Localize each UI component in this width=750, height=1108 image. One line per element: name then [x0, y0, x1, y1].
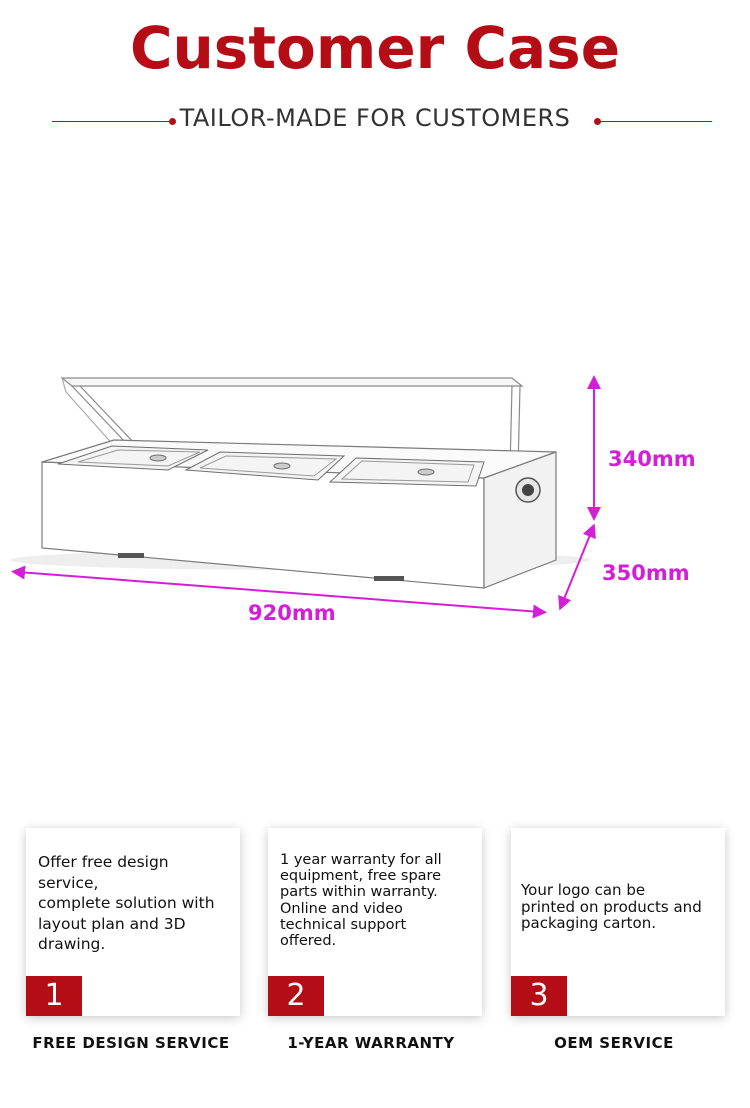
control-knob	[516, 478, 540, 502]
service-number-badge: 3	[511, 976, 567, 1016]
subtitle-right-rule	[598, 121, 712, 122]
service-label-oem: OEM SERVICE	[554, 1034, 674, 1052]
foot-right	[374, 576, 404, 581]
service-card-warranty	[268, 828, 482, 1016]
service-number-badge: 1	[26, 976, 82, 1016]
service-card-oem	[511, 828, 725, 1016]
service-description: 1 year warranty for all equipment, free spare parts within warranty. Online and video technical support offered.	[280, 852, 442, 950]
service-description: Offer free design service, complete solution with layout plan and 3D drawing.	[38, 853, 215, 953]
page-title: Customer Case	[129, 14, 621, 82]
service-number-badge: 2	[268, 976, 324, 1016]
width-label: 920mm	[248, 601, 336, 625]
page-subtitle: TAILOR-MADE FOR CUSTOMERS	[179, 104, 571, 132]
service-card-free-design	[26, 828, 240, 1016]
service-label-free-design: FREE DESIGN SERVICE	[32, 1034, 230, 1052]
service-description: Your logo can be printed on products and packaging carton.	[521, 881, 702, 932]
service-label-warranty: 1-YEAR WARRANTY	[287, 1034, 455, 1052]
product-illustration	[0, 340, 750, 640]
height-label: 340mm	[608, 447, 696, 471]
foot-left	[118, 553, 144, 558]
depth-label: 350mm	[602, 561, 690, 585]
depth-arrow	[562, 530, 592, 604]
